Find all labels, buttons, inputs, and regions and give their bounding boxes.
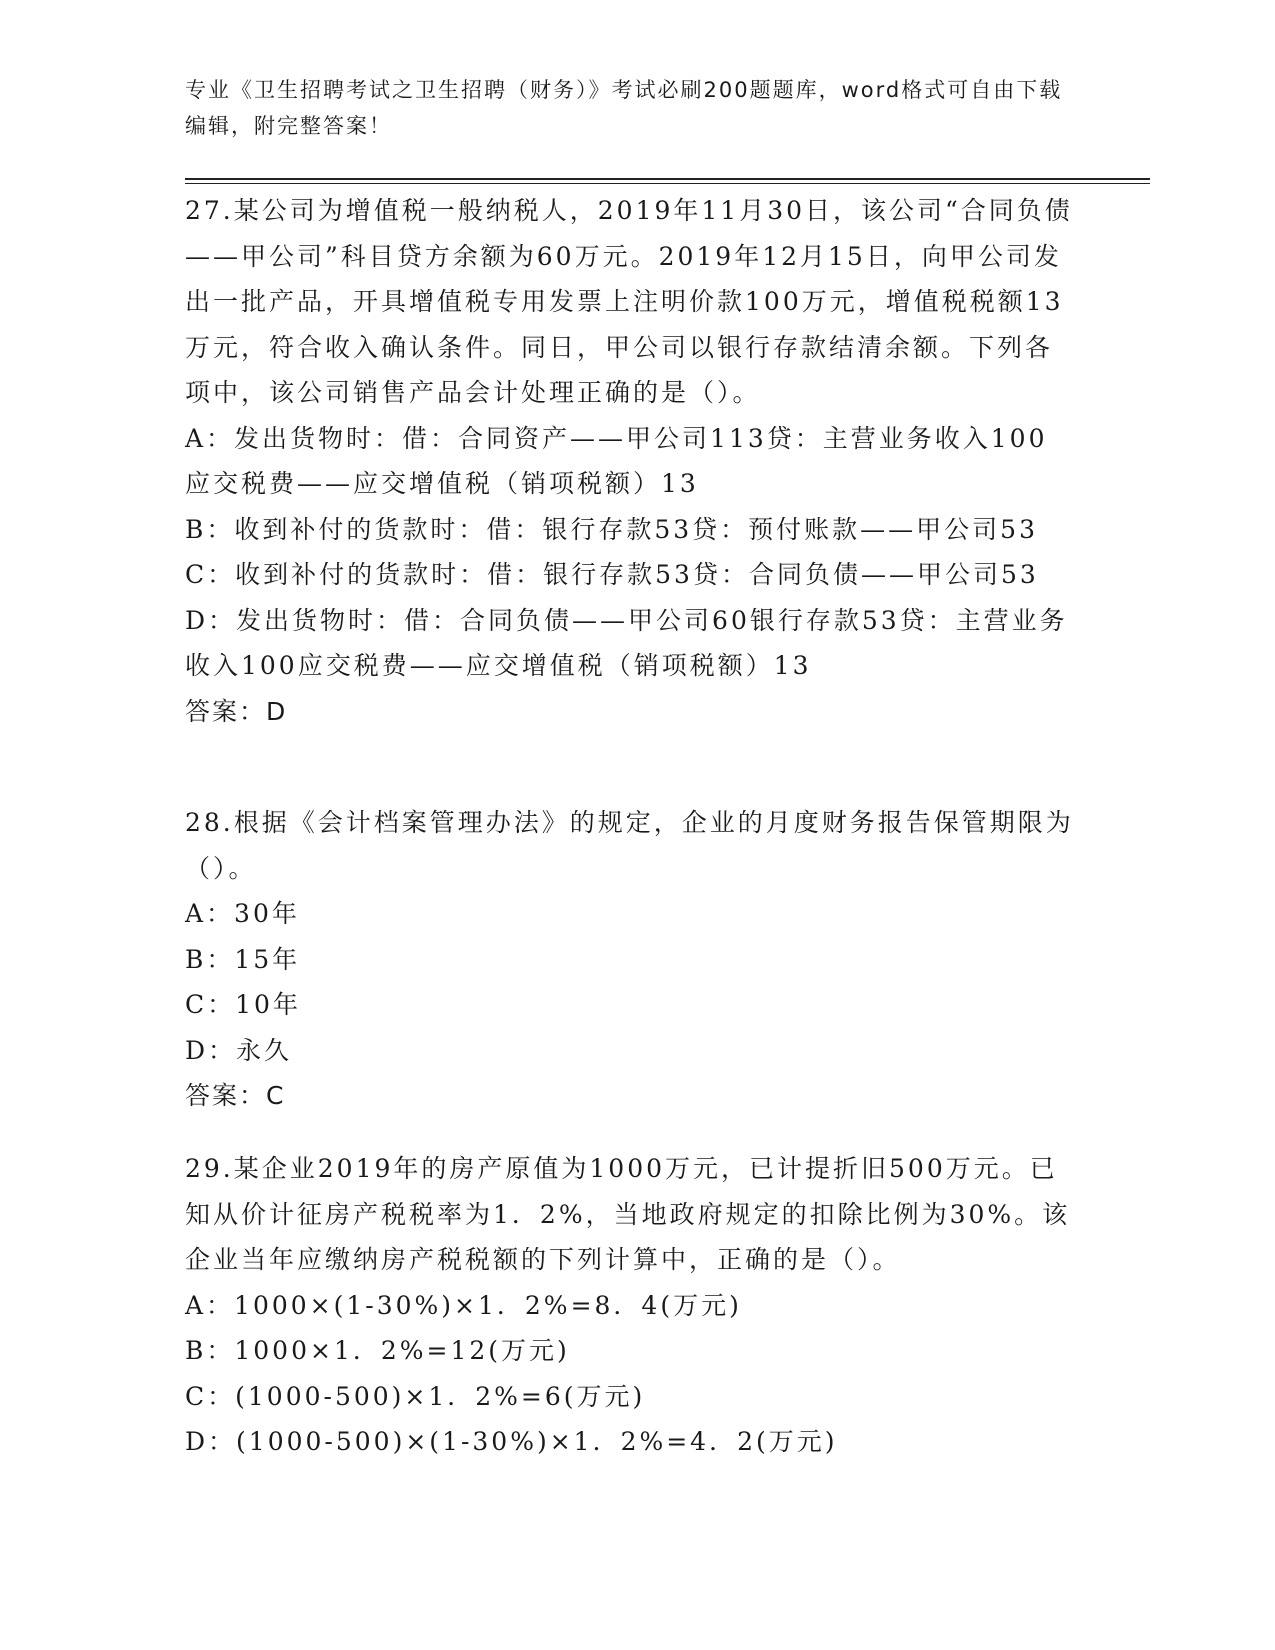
answer-line: 答案：D [185, 696, 288, 726]
document-header: 专业《卫生招聘考试之卫生招聘（财务）》考试必刷200题题库，word格式可自由下载编辑，附完整答案！ [185, 78, 1063, 138]
option-b: B：收到补付的货款时：借：银行存款53贷：预付账款——甲公司53 [185, 514, 1038, 544]
option-d: D：(1000-500)×(1-30%)×1．2%=4．2(万元) [185, 1427, 838, 1456]
header-rule-thick [185, 178, 1150, 180]
option-a: A：30年 [185, 899, 300, 928]
question-29 [185, 1146, 1075, 1465]
question-27 [185, 188, 1075, 734]
option-b: B：15年 [185, 944, 301, 974]
header-rule-thin [185, 183, 1150, 184]
option-c: C：10年 [185, 990, 301, 1019]
question-28 [185, 800, 1075, 1119]
question-stem: 29.某企业2019年的房产原值为1000万元，已计提折旧500万元。已知从价计征房产税税率为1．2%，当地政府规定的扣除比例为30%。该企业当年应缴纳房产税税额的下列计算中，正确的是（）。 [185, 1154, 1071, 1274]
option-c: C：(1000-500)×1．2%=6(万元) [185, 1381, 646, 1411]
question-stem: 27.某公司为增值税一般纳税人，2019年11月30日，该公司“合同负债——甲公司”科目贷方余额为60万元。2019年12月15日，向甲公司发出一批产品，开具增值税专用发票上注明价款100万元，增值税税额13万元，符合收入确认条件。同日，甲公司以银行存款结清余额。下列各项中，该公司销售产品会计处理正确的是（）。 [185, 196, 1073, 407]
option-c: C：收到补付的货款时：借：银行存款53贷：合同负债——甲公司53 [185, 560, 1039, 589]
option-d: D：永久 [185, 1035, 293, 1065]
answer-line: 答案：C [185, 1081, 286, 1110]
option-d: D：发出货物时：借：合同负债——甲公司60银行存款53贷：主营业务收入100应交税费——应交增值税（销项税额）13 [185, 605, 1068, 680]
option-a: A：发出货物时：借：合同资产——甲公司113贷：主营业务收入100应交税费——应交增值税（销项税额）13 [185, 423, 1048, 498]
option-a: A：1000×(1-30%)×1．2%=8．4(万元) [185, 1290, 742, 1320]
option-b: B：1000×1．2%=12(万元) [185, 1336, 570, 1365]
question-stem: 28.根据《会计档案管理办法》的规定，企业的月度财务报告保管期限为（）。 [185, 808, 1074, 883]
